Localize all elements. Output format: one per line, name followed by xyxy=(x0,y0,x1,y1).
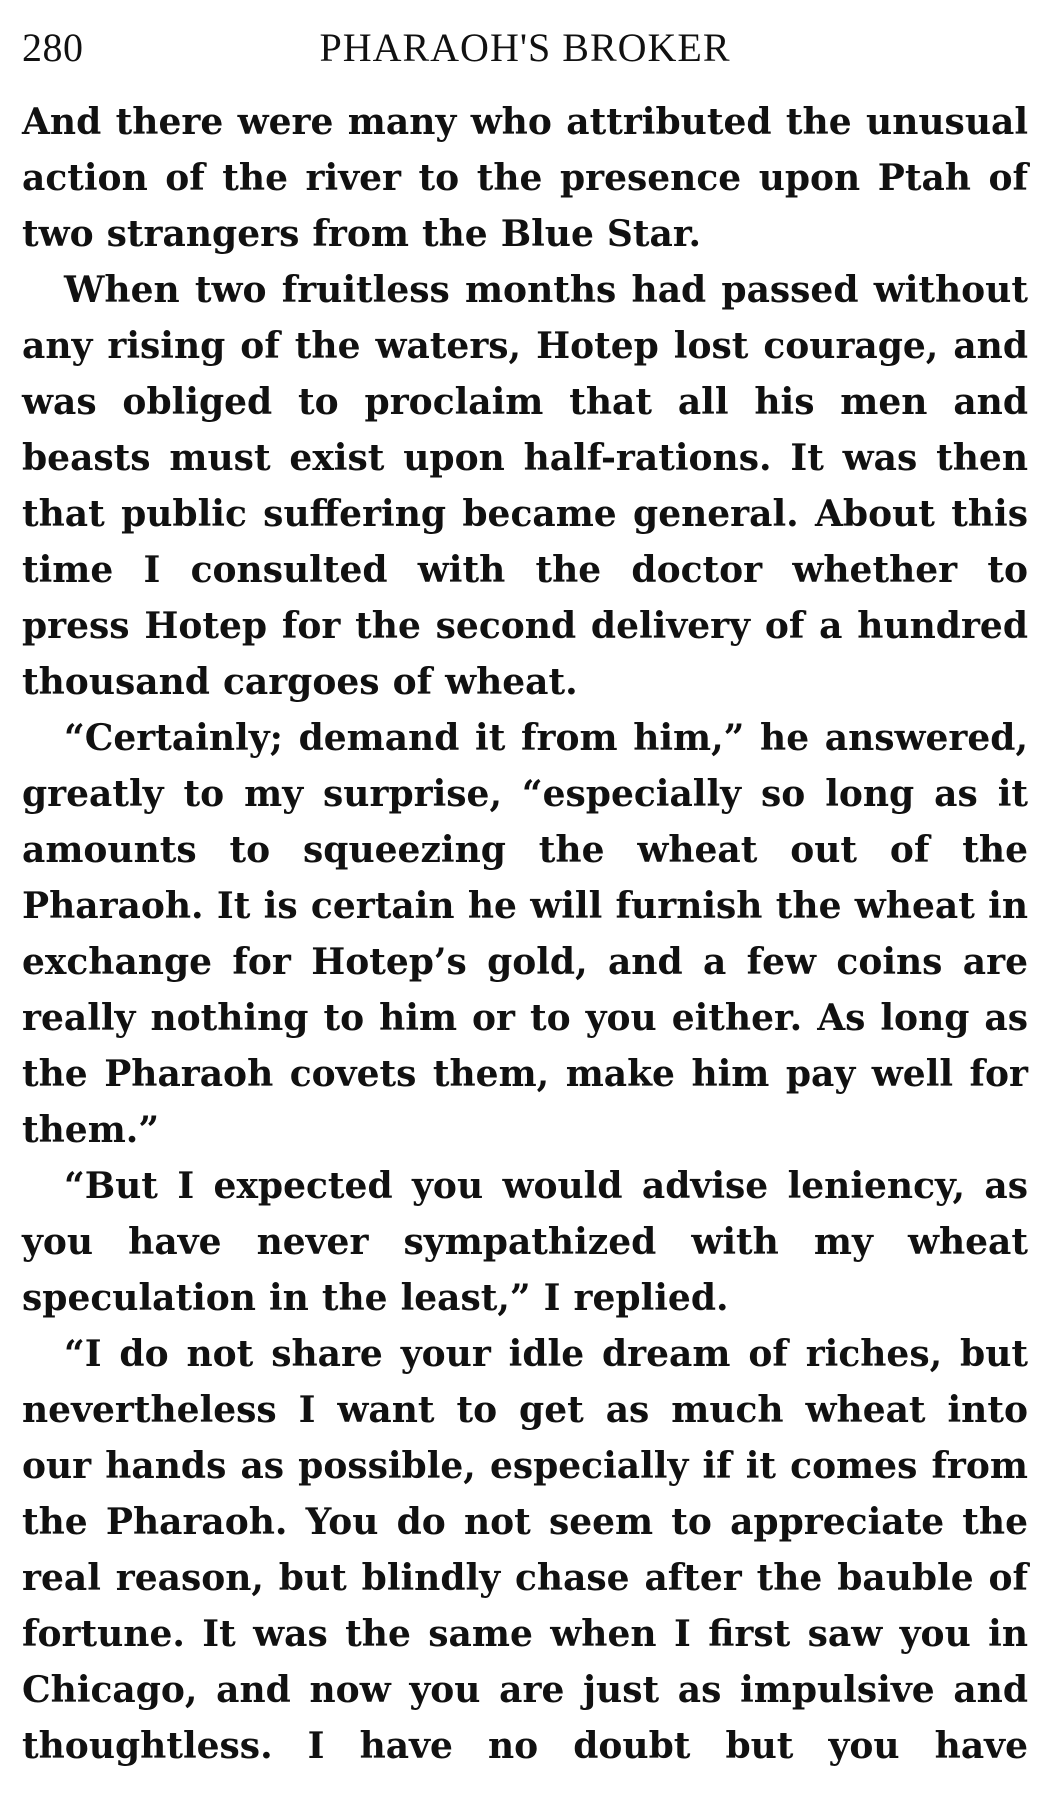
paragraph: “But I expected you would advise leniency, as you have never sympathized with my wheat speculation in the least,” I replied. xyxy=(22,1165,1028,1319)
running-title: PHARAOH'S BROKER xyxy=(319,25,731,70)
paragraph: When two fruitless months had passed without any rising of the waters, Hotep lost courage, and was obliged to proclaim that all his men and beasts must exist upon half-rations. It was then that public suffering became general. About this time I consulted with the doctor whether to press Hotep for the second delivery of a hundred thousand cargoes of wheat. xyxy=(22,269,1028,703)
paragraph: “I do not share your idle dream of riches, but nevertheless I want to get as much wheat into our hands as possible, especially if it comes from the Pharaoh. You do not seem to appreciate the real reason, but blindly chase after the bauble of fortune. It was the same when I first saw you in Chicago, and now you are just as impulsive and thoughtless. I have no doubt but you have xyxy=(22,1333,1028,1767)
paragraph: And there were many who attributed the unusual action of the river to the presence upon Ptah of two strangers from the Blue Star. xyxy=(22,101,1028,255)
page-header xyxy=(22,12,1028,84)
book-page xyxy=(22,12,1028,1807)
paragraph: “Certainly; demand it from him,” he answered, greatly to my surprise, “especially so long as it amounts to squeezing the wheat out of the Pharaoh. It is certain he will furnish the wheat in exchange for Hotep’s gold, and a few coins are really nothing to him or to you either. As long as the Pharaoh covets them, make him pay well for them.” xyxy=(22,717,1028,1151)
body-text xyxy=(22,94,1028,1774)
page-number: 280 xyxy=(22,25,84,70)
